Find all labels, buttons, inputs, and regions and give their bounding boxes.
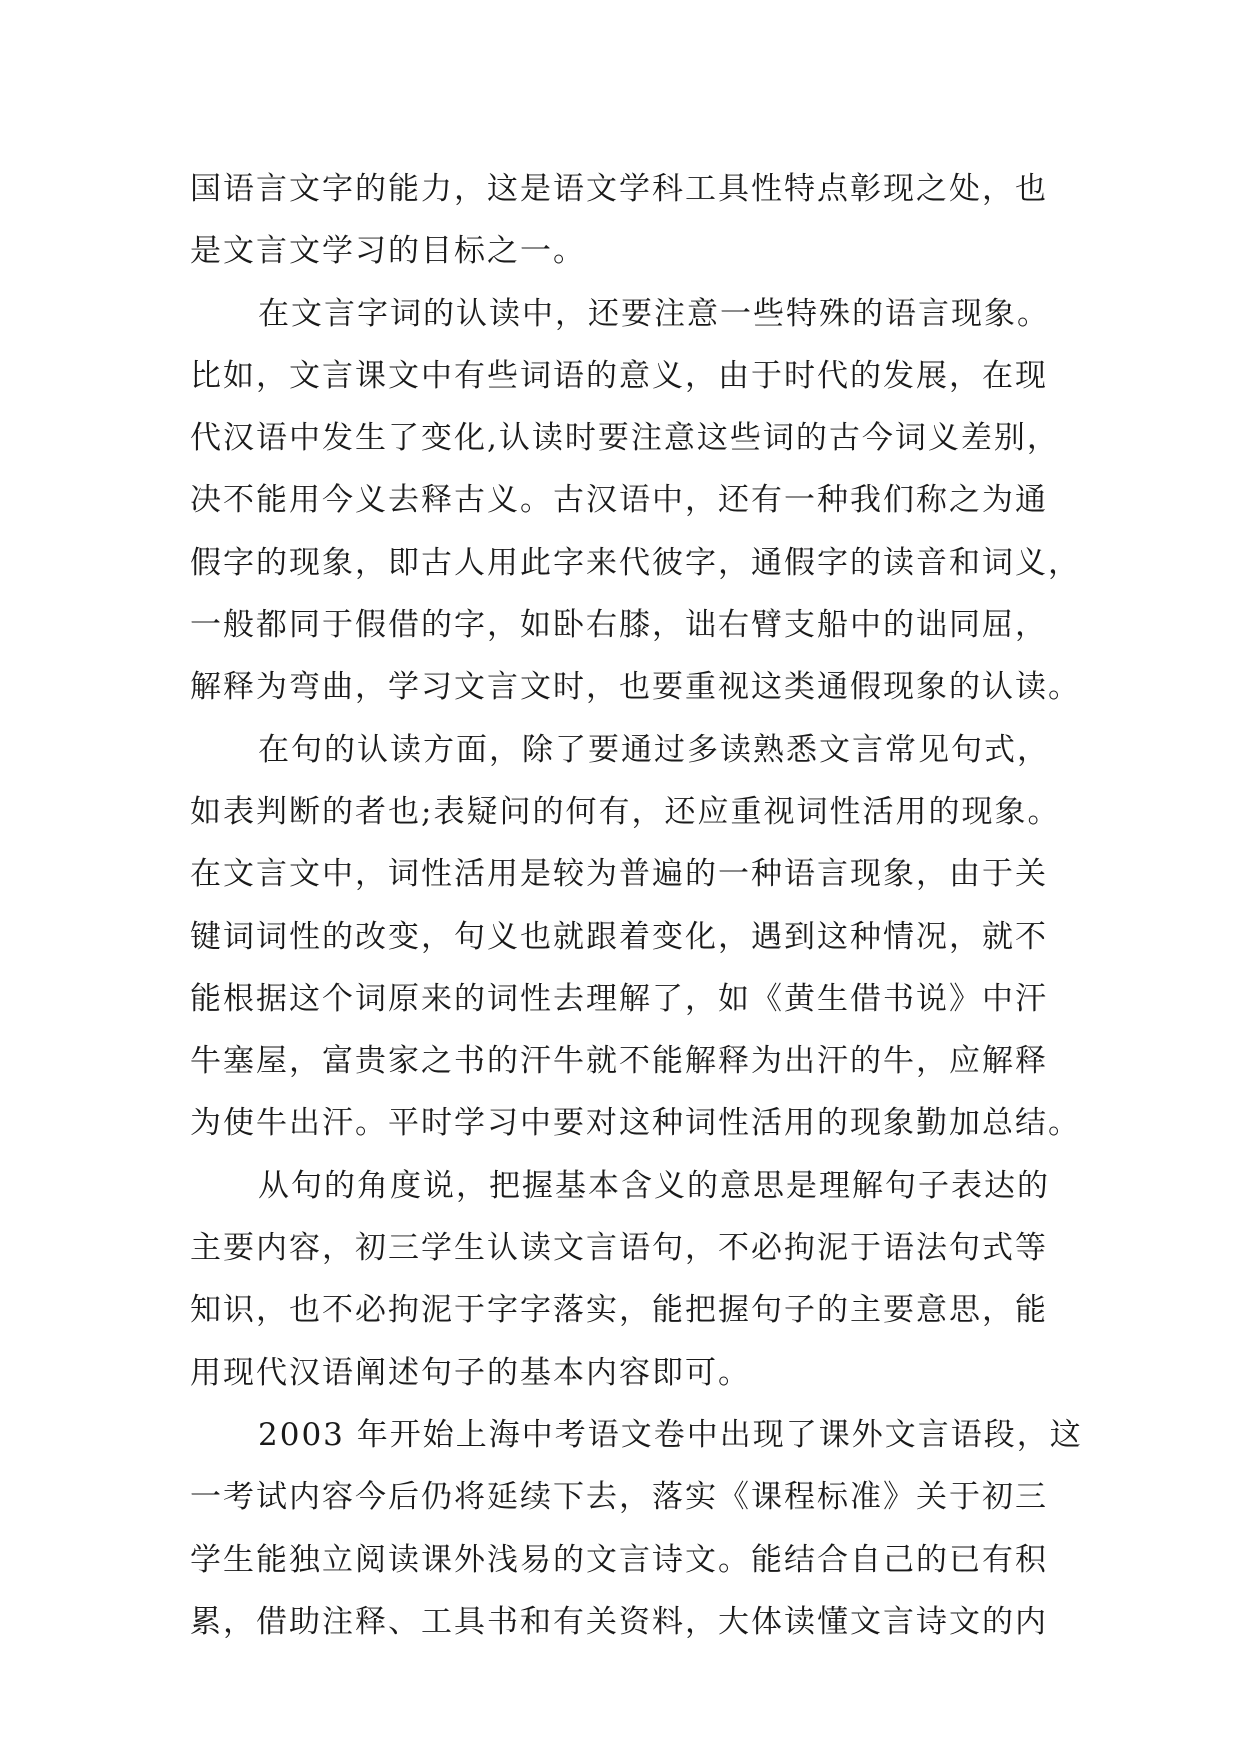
text-line: 国语言文字的能力，这是语文学科工具性特点彰现之处，也 bbox=[190, 171, 1048, 207]
text-line: 在文言字词的认读中，还要注意一些特殊的语言现象。 bbox=[258, 295, 1050, 332]
text-line: 从句的角度说，把握基本含义的意思是理解句子表达的 bbox=[258, 1167, 1050, 1204]
text-line: 累，借助注释、工具书和有关资料，大体读懂文言诗文的内 bbox=[190, 1603, 1048, 1640]
text-line: 假字的现象，即古人用此字来代彼字，通假字的读音和词义， bbox=[190, 544, 1081, 581]
text-line: 为使牛出汗。平时学习中要对这种词性活用的现象勤加总结。 bbox=[190, 1105, 1081, 1142]
text-line: 牛塞屋，富贵家之书的汗牛就不能解释为出汗的牛，应解释 bbox=[190, 1043, 1048, 1080]
text-line: 2003 年开始上海中考语文卷中出现了课外文言语段，这 bbox=[258, 1416, 1083, 1453]
body-text bbox=[190, 158, 1083, 1653]
text-line: 主要内容，初三学生认读文言语句，不必拘泥于语法句式等 bbox=[190, 1230, 1048, 1267]
text-line: 是文言文学习的目标之一。 bbox=[190, 233, 586, 270]
text-line: 比如，文言课文中有些词语的意义，由于时代的发展，在现 bbox=[190, 357, 1048, 394]
text-line: 解释为弯曲，学习文言文时，也要重视这类通假现象的认读。 bbox=[190, 669, 1081, 706]
text-line: 键词词性的改变，句义也就跟着变化，遇到这种情况，就不 bbox=[190, 918, 1048, 955]
text-line: 在句的认读方面，除了要通过多读熟悉文言常见句式， bbox=[258, 731, 1050, 768]
text-line: 学生能独立阅读课外浅易的文言诗文。能结合自己的已有积 bbox=[190, 1541, 1048, 1578]
text-line: 在文言文中，词性活用是较为普遍的一种语言现象，由于关 bbox=[190, 856, 1048, 893]
text-line: 代汉语中发生了变化,认读时要注意这些词的古今词义差别， bbox=[190, 420, 1060, 457]
text-line: 能根据这个词原来的词性去理解了，如《黄生借书说》中汗 bbox=[190, 980, 1048, 1017]
text-line: 一般都同于假借的字，如卧右膝，诎右臂支船中的诎同屈， bbox=[190, 607, 1048, 644]
text-line: 知识，也不必拘泥于字字落实，能把握句子的主要意思，能 bbox=[190, 1292, 1048, 1329]
text-line: 决不能用今义去释古义。古汉语中，还有一种我们称之为通 bbox=[190, 482, 1048, 519]
text-line: 一考试内容今后仍将延续下去，落实《课程标准》关于初三 bbox=[190, 1479, 1048, 1516]
text-line: 用现代汉语阐述句子的基本内容即可。 bbox=[190, 1354, 751, 1391]
text-line: 如表判断的者也;表疑问的何有，还应重视词性活用的现象。 bbox=[190, 793, 1061, 830]
